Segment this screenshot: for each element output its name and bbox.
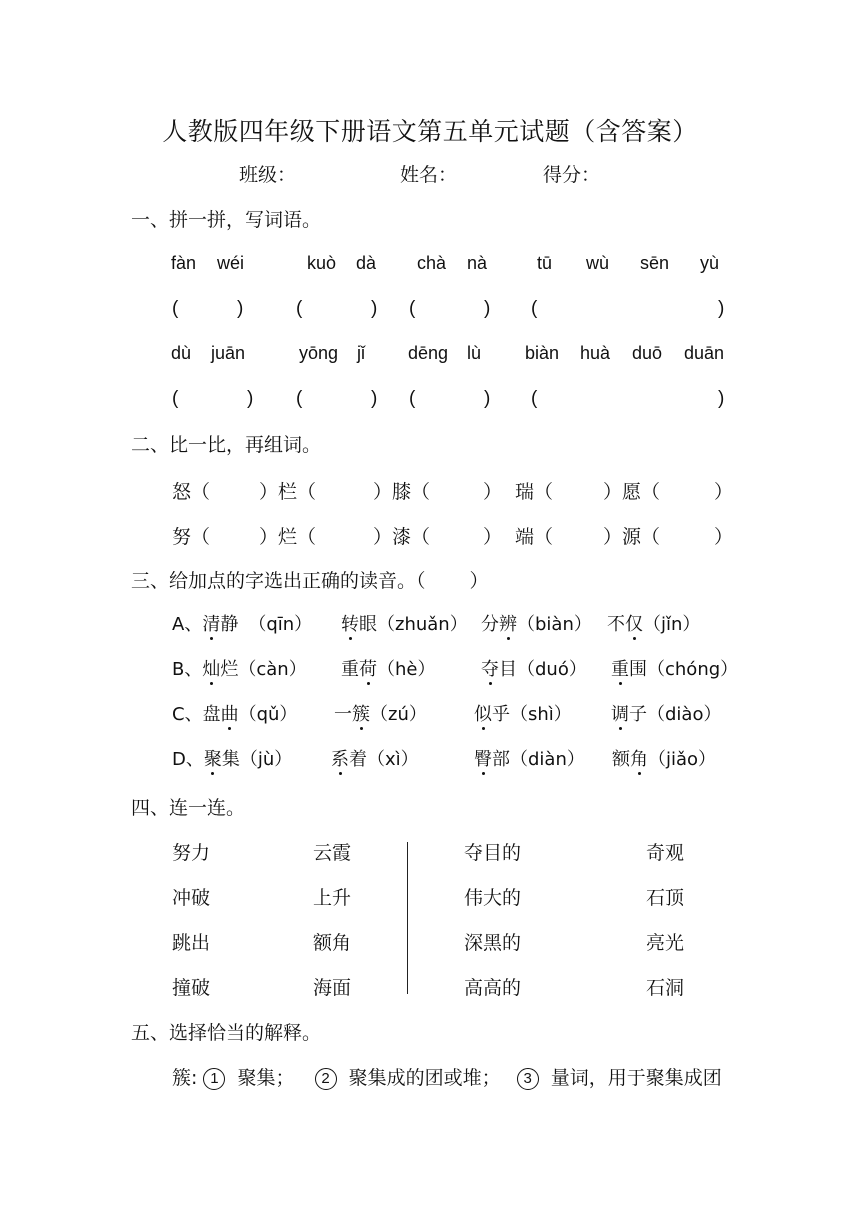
bracket-open: (: [531, 298, 538, 319]
pinyin-syllable: dà: [356, 253, 377, 273]
pinyin-syllable: huà: [580, 343, 611, 363]
section-3-heading-text: 三、给加点的字选出正确的读音。（: [131, 570, 426, 592]
circled-number-1: 1: [203, 1068, 225, 1090]
pinyin-reading: （zhuǎn）: [377, 614, 468, 635]
pinyin-reading: （jiǎo）: [648, 749, 717, 770]
section-3-heading-close: ）: [469, 570, 489, 592]
dotted-char: 曲: [221, 700, 239, 726]
bracket-close: ): [371, 388, 378, 409]
pinyin-reading: （xì）: [367, 749, 419, 770]
option-b-item: [481, 655, 587, 681]
pinyin-syllable: nà: [467, 253, 488, 273]
pinyin-reading: （diàn）: [510, 749, 585, 770]
dotted-char: 臀: [474, 745, 492, 771]
char: 部: [492, 749, 510, 770]
option-d-item: [331, 745, 419, 771]
dotted-char: 角: [630, 745, 648, 771]
dotted-char: 夺: [481, 655, 499, 681]
match-item[interactable]: 撞破: [172, 977, 211, 999]
section-3-heading: [131, 566, 489, 593]
pinyin-reading: （jù）: [239, 749, 293, 770]
match-item[interactable]: 努力: [172, 842, 211, 864]
compare-item: 瑞（: [515, 481, 554, 503]
compare-item: ）漆（: [373, 526, 431, 548]
bracket-open: (: [409, 298, 416, 319]
char: 子: [629, 704, 647, 725]
char: 目: [499, 659, 517, 680]
pinyin-syllable: duān: [684, 343, 725, 363]
pinyin-syllable: kuò: [307, 253, 337, 273]
class-label: 班级：: [239, 164, 297, 186]
option-b-row[interactable]: [172, 655, 307, 681]
match-item[interactable]: 伟大的: [464, 887, 522, 909]
pinyin-syllable: jǐ: [357, 343, 365, 363]
char: 静: [220, 614, 239, 635]
circled-number-2: 2: [315, 1068, 337, 1090]
option-a-item: [341, 610, 468, 636]
option-c-row[interactable]: [172, 700, 297, 726]
bracket-close: ): [247, 388, 254, 409]
match-item[interactable]: 跳出: [172, 932, 211, 954]
definition-line: [172, 1063, 722, 1090]
match-item[interactable]: 石顶: [646, 887, 685, 909]
match-item[interactable]: 云霞: [313, 842, 352, 864]
dotted-char: 灿: [202, 655, 220, 681]
option-label: D、: [172, 749, 204, 770]
bracket-open: (: [531, 388, 538, 409]
page-title: 人教版四年级下册语文第五单元试题（含答案）: [162, 117, 698, 146]
bracket-open: (: [296, 298, 303, 319]
option-d-item: [474, 745, 585, 771]
match-item[interactable]: 石洞: [646, 977, 685, 999]
dotted-char: 荷: [359, 655, 377, 681]
char: 一: [334, 704, 352, 725]
bracket-open: (: [409, 388, 416, 409]
option-label: A、: [172, 614, 203, 635]
bracket-open: (: [172, 388, 179, 409]
name-label: 姓名：: [400, 164, 458, 186]
option-a-row[interactable]: [172, 610, 312, 636]
option-d-row[interactable]: [172, 745, 292, 771]
pinyin-reading: （chóng）: [647, 659, 739, 680]
char: 烂: [220, 659, 239, 680]
pinyin-syllable: dēng: [408, 343, 449, 363]
dotted-char: 辨: [499, 610, 517, 636]
pinyin-reading: （qǔ）: [238, 704, 298, 725]
option-b-item: [341, 655, 435, 681]
section-1-heading: 一、拼一拼，写词语。: [131, 209, 322, 231]
definition-2: 聚集成的团或堆；: [348, 1067, 501, 1089]
section-2-heading: 二、比一比，再组词。: [131, 434, 322, 456]
compare-item: ）: [483, 481, 503, 503]
pinyin-syllable: tū: [537, 253, 553, 273]
pinyin-syllable: fàn: [171, 253, 197, 273]
pinyin-reading: （càn）: [238, 659, 307, 680]
compare-item: 怒（: [172, 481, 211, 503]
compare-item: ）栏（: [259, 481, 317, 503]
option-c-item: [334, 700, 427, 726]
pinyin-syllable: wù: [586, 253, 610, 273]
compare-item: 努（: [172, 526, 211, 548]
compare-item: ）: [714, 526, 734, 548]
definition-3: 量词，用于聚集成团: [550, 1067, 722, 1089]
compare-item: ）源（: [603, 526, 661, 548]
pinyin-reading: （jǐn）: [643, 614, 701, 635]
dotted-char: 清: [202, 610, 220, 636]
pinyin-reading: （duó）: [517, 659, 587, 680]
option-b-item: [611, 655, 738, 681]
char: 集: [221, 749, 240, 770]
match-item[interactable]: 冲破: [172, 887, 211, 909]
compare-item: ）膝（: [373, 481, 431, 503]
dotted-char: 重: [611, 655, 629, 681]
char: 围: [629, 659, 647, 680]
dotted-char: 似: [474, 700, 492, 726]
pinyin-syllable: lù: [467, 343, 482, 363]
pinyin-reading: （biàn）: [517, 614, 592, 635]
char: 眼: [359, 614, 377, 635]
divider-line: [407, 842, 408, 994]
pinyin-reading: （qīn）: [248, 614, 313, 635]
compare-item: ）愿（: [603, 481, 661, 503]
score-label: 得分：: [543, 164, 601, 186]
option-a-item: [481, 610, 592, 636]
char: 乎: [492, 704, 510, 725]
bracket-close: ): [484, 298, 491, 319]
pinyin-syllable: yōng: [299, 343, 339, 363]
char: 盘: [202, 704, 221, 725]
target-word: 簇:: [172, 1067, 198, 1089]
option-d-item: [612, 745, 716, 771]
bracket-close: ): [718, 298, 725, 319]
compare-item: ）: [714, 481, 734, 503]
match-item[interactable]: 亮光: [646, 932, 685, 954]
pinyin-reading: （zú）: [370, 704, 427, 725]
pinyin-reading: （hè）: [377, 659, 436, 680]
option-label: C、: [172, 704, 203, 725]
char: 额: [612, 749, 630, 770]
compare-item: ）: [483, 526, 503, 548]
bracket-open: (: [296, 388, 303, 409]
pinyin-syllable: dù: [171, 343, 192, 363]
bracket-close: ): [371, 298, 378, 319]
pinyin-syllable: sēn: [640, 253, 670, 273]
pinyin-syllable: biàn: [525, 343, 560, 363]
option-c-item: [611, 700, 721, 726]
pinyin-syllable: juān: [211, 343, 246, 363]
pinyin-syllable: chà: [417, 253, 447, 273]
dotted-char: 转: [341, 610, 359, 636]
dotted-char: 调: [611, 700, 629, 726]
dotted-char: 簇: [352, 700, 370, 726]
match-item[interactable]: 额角: [313, 932, 352, 954]
dotted-char: 聚: [204, 745, 222, 771]
bracket-open: (: [172, 298, 179, 319]
circled-number-3: 3: [517, 1068, 539, 1090]
option-a-item: [607, 610, 700, 636]
section-5-heading: 五、选择恰当的解释。: [131, 1022, 322, 1044]
pinyin-reading: （diào）: [647, 704, 722, 725]
pinyin-syllable: duō: [632, 343, 663, 363]
match-item[interactable]: 夺目的: [464, 842, 522, 864]
match-item[interactable]: 海面: [313, 977, 352, 999]
pinyin-syllable: wéi: [217, 253, 245, 273]
option-label: B、: [172, 659, 203, 680]
definition-1: 聚集；: [237, 1067, 295, 1089]
compare-item: 端（: [515, 526, 554, 548]
char: 不: [607, 614, 625, 635]
char: 重: [341, 659, 359, 680]
char: 分: [481, 614, 499, 635]
section-4-heading: 四、连一连。: [131, 797, 246, 819]
match-item[interactable]: 上升: [313, 887, 352, 909]
dotted-char: 系: [331, 745, 349, 771]
bracket-close: ): [237, 298, 244, 319]
bracket-close: ): [718, 388, 725, 409]
compare-item: ）烂（: [259, 526, 317, 548]
bracket-close: ): [484, 388, 491, 409]
char: 着: [349, 749, 367, 770]
match-item[interactable]: 奇观: [646, 842, 685, 864]
pinyin-syllable: yù: [700, 253, 720, 273]
match-item[interactable]: 深黑的: [464, 932, 522, 954]
match-item[interactable]: 高高的: [464, 977, 522, 999]
dotted-char: 仅: [625, 610, 643, 636]
option-c-item: [474, 700, 572, 726]
pinyin-reading: （shì）: [510, 704, 572, 725]
